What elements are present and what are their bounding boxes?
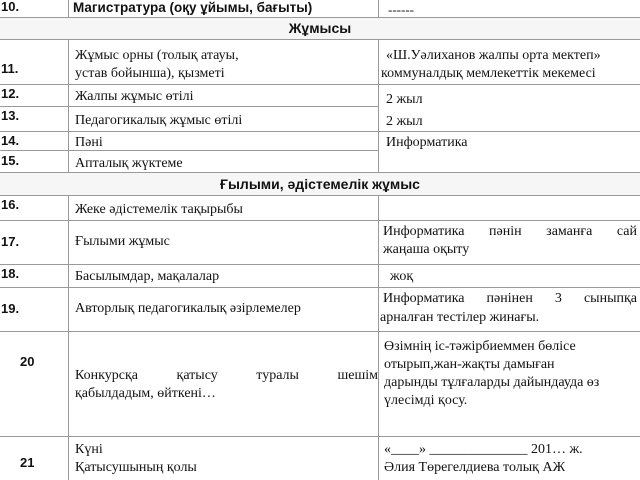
row-value: жоқ [390, 269, 414, 284]
row-value: үлесімді қосу. [384, 393, 468, 408]
row-number: 16. [1, 197, 20, 212]
row-value: Әлия Төрегелдиева толық АЖ [384, 460, 566, 475]
row-value: «Ш.Уәлиханов жалпы орта мектеп» [386, 48, 601, 63]
section-title: Ғылыми, әдістемелік жұмыс [220, 176, 420, 192]
table-row [0, 132, 640, 150]
row-value: Информатика пәнін заманға сай [383, 224, 637, 239]
table-row [0, 151, 640, 172]
row-number: 12. [1, 86, 20, 101]
row-label: устав бойынша), қызметі [75, 66, 225, 81]
row-value: жаңаша оқыту [383, 242, 470, 257]
grid-line [0, 172, 640, 173]
grid-line [0, 84, 640, 85]
row-label: Магистратура (оқу ұйымы, бағыты) [73, 0, 313, 15]
row-number: 10. [1, 0, 20, 14]
row-label: Қатысушының қолы [75, 460, 197, 475]
row-number: 20 [20, 354, 35, 369]
grid-line [378, 0, 379, 18]
row-number: 14. [1, 133, 20, 148]
row-number: 17. [1, 234, 20, 249]
row-value: ------ [388, 2, 414, 17]
grid-line [0, 220, 640, 221]
row-label: қабылдадым, өйткені… [75, 386, 216, 401]
grid-line [0, 287, 640, 288]
grid-line [68, 0, 69, 18]
row-value: отырып,жан-жақты дамыған [384, 357, 555, 372]
row-label: Конкурсқа қатысу туралы шешім [75, 368, 378, 383]
grid-line [0, 331, 640, 332]
section-title: Жұмысы [288, 20, 352, 36]
row-label: Жұмыс орны (толық атауы, [75, 48, 239, 63]
row-value: дарынды тұлғаларды дайындауда өз [384, 375, 600, 390]
row-number: 19. [1, 301, 20, 316]
row-number: 15. [1, 153, 20, 168]
row-label: Күні [75, 442, 103, 457]
grid-line [0, 264, 640, 265]
row-number: 21 [20, 455, 35, 470]
table-row [0, 437, 640, 480]
row-value: арналған тестілер жинағы. [380, 310, 540, 325]
row-number: 11. [1, 61, 19, 76]
row-number: 18. [1, 266, 20, 281]
table-row [0, 196, 640, 220]
grid-line [0, 131, 640, 132]
row-value: 2 жыл [386, 92, 423, 107]
grid-line [0, 150, 378, 151]
row-value: 2 жыл [386, 114, 423, 129]
table-row [0, 0, 640, 17]
grid-line [0, 39, 640, 40]
table-row [0, 265, 640, 287]
row-label: Педагогикалық жұмыс өтілі [75, 113, 243, 128]
row-number: 13. [1, 108, 20, 123]
section-header [0, 18, 640, 39]
table-row [0, 332, 640, 436]
row-label: Жеке әдістемелік тақырыбы [75, 202, 243, 217]
row-value: коммуналдық мемлекеттік мекемесі [381, 66, 596, 81]
grid-line [0, 436, 640, 437]
grid-line [0, 106, 378, 107]
row-value: Информатика [386, 135, 468, 150]
grid-line [0, 195, 640, 196]
row-label: Жалпы жұмыс өтілі [75, 89, 194, 104]
row-label: Басылымдар, мақалалар [75, 269, 220, 284]
row-label: Пәні [75, 135, 103, 150]
row-value: «____» ______________ 201… ж. [384, 442, 583, 457]
row-value: Информатика пәнінен 3 сыныпқа [383, 291, 637, 306]
row-label: Ғылыми жұмыс [75, 234, 170, 249]
row-value: Өзімнің іс-тәжірбиеммен бөлісе [384, 339, 576, 354]
grid-line [378, 195, 379, 480]
table-row [0, 40, 640, 84]
table-row [0, 221, 640, 264]
section-header [0, 173, 640, 195]
grid-line [68, 39, 69, 173]
table-row [0, 85, 640, 106]
row-label: Авторлық педагогикалық әзірлемелер [75, 301, 301, 316]
grid-line [68, 195, 69, 480]
grid-line [378, 39, 379, 173]
grid-line [0, 17, 640, 18]
table-row [0, 288, 640, 331]
table-row [0, 107, 640, 131]
row-label: Апталық жүктеме [75, 156, 183, 171]
